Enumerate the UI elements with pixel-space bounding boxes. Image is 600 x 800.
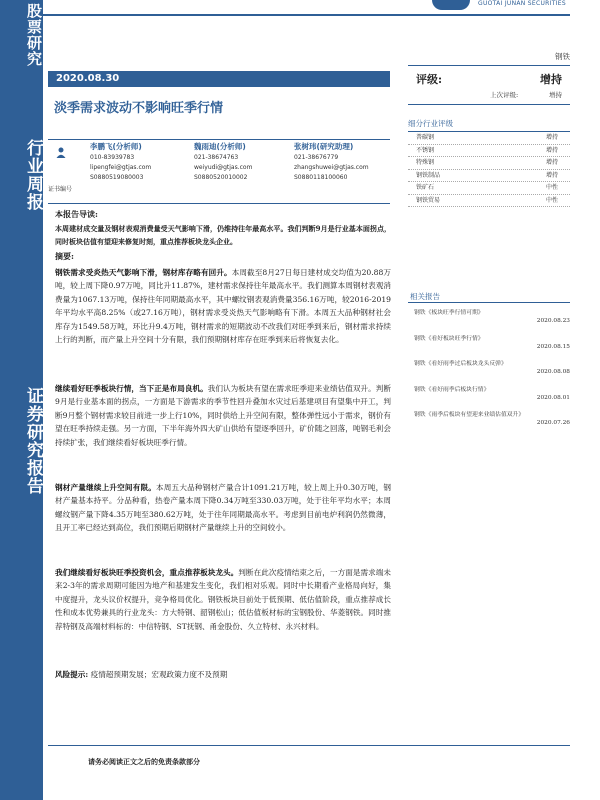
report-link[interactable]: 钢铁《板块旺季行情可期》 (414, 310, 484, 316)
sub-industry-name: 普碳钢 (416, 134, 435, 141)
analyst-phone: 021-38676779 (294, 154, 339, 161)
risk-text: 疫情超预期发展；宏观政策力度不及预期 (90, 670, 228, 679)
report-date: 2020.08.15 (536, 343, 570, 350)
sub-industry-title: 细分行业评级 (408, 119, 453, 128)
analyst-phone: 010-83939783 (90, 154, 135, 161)
list-item[interactable] (414, 305, 570, 331)
sub-industry-rating: 增持 (545, 146, 558, 154)
paragraph-text: 我们认为板块有望在需求旺季迎来业绩估值双升。判断9月是行业基本面的拐点，一方面是下游需求的季节性回升叠加水灾过后基建项目有望集中开工，判断9月整个钢材需求较目前进一步上行10%，同时供给上升空间有限，整体弹性远小于需求，钢价有望在旺季持续走强。另一方面，下半年海外四大矿山供给有望逐季回升，矿价随之回落，吨钢毛利会持续扩张，我们继续看好板块旺季行情。 (55, 384, 392, 447)
table-row (408, 132, 570, 145)
footer-divider (48, 745, 570, 746)
risk-label: 风险提示: (55, 670, 89, 679)
analysts-block (48, 141, 390, 201)
analyst-phone: 021-38674763 (194, 154, 239, 161)
list-item[interactable] (414, 407, 570, 433)
company-logo-icon (432, 0, 470, 10)
report-link[interactable]: 钢铁《看好雨季后板块行情》 (414, 386, 490, 393)
header-divider (43, 14, 570, 16)
sub-industry-name: 铁矿石 (416, 184, 435, 191)
sub-industry-rating: 增持 (545, 171, 558, 179)
risk-notice (55, 668, 391, 681)
abstract-paragraph (55, 566, 391, 633)
sidebar-top-text: 股票研究 (25, 3, 43, 67)
previous-rating-value: 增持 (549, 91, 562, 99)
report-link[interactable]: 钢铁《看好板块旺季行情》 (414, 335, 484, 342)
sidebar-bottom-text: 证券研究报告 (23, 387, 43, 495)
analyst-email[interactable]: lipengfei@gtjas.com (90, 164, 152, 171)
analyst-cert: S0880520010002 (194, 174, 248, 181)
rating-value: 增持 (540, 73, 562, 86)
list-item[interactable] (414, 331, 570, 357)
cert-label: 证书编号 (48, 186, 73, 193)
rating-label: 评级: (416, 73, 443, 86)
sub-industry-name: 特殊钢 (416, 159, 435, 166)
table-row (408, 182, 570, 195)
sub-industry-rating: 中性 (545, 196, 558, 204)
analyst-email[interactable]: weiyudi@gtjas.com (194, 164, 253, 171)
paragraph-lead: 我们继续看好板块旺季投资机会，重点推荐板块龙头。 (55, 568, 239, 577)
guide-text: 本周建材成交量及钢材表观消费量受天气影响下滑，仍维持往年最高水平。我们判断9月是行业基本面拐点，同时板块估值有望迎来修复时刻，重点推荐板块龙头企业。 (55, 224, 391, 246)
paragraph-text: 判断在此次疫情结束之后，一方面是需求端未来2-3年的需求周期可能因为地产和基建发生变化，我们相对乐观。同时中长期看产业格局向好，集中度提升，龙头议价权提升，竞争格局优化。钢铁板块目前处于低预期、低估值阶段，重点推荐成长性和成本优势兼具的行业龙头：方大特钢、韶钢松山；低估值板材标的宝钢股份、华菱钢铁。同时推荐特钢及高端材料标的：中信特钢、ST抚钢、甬金股份、久立特材、永兴材料。 (55, 568, 391, 631)
paragraph-lead: 继续看好旺季板块行情，当下正是布局良机。 (55, 384, 208, 393)
related-reports-list (414, 305, 570, 433)
abstract-paragraph (55, 382, 391, 449)
analysts-top-divider (48, 139, 390, 140)
table-row (408, 145, 570, 158)
report-link[interactable]: 钢铁《雨季后板块有望迎来业绩估值双升》 (414, 412, 525, 418)
report-date: 2020.07.26 (536, 420, 570, 426)
sub-industry-name: 钢铁制品 (416, 171, 441, 179)
sub-industry-name: 不锈钢 (416, 146, 435, 154)
analyst-name: 魏雨迪(分析师) (194, 142, 246, 151)
table-row (408, 170, 570, 183)
sub-industry-rating: 增持 (545, 159, 558, 166)
analyst-name: 李鹏飞(分析师) (90, 142, 142, 151)
report-date: 2020.08.23 (536, 318, 570, 324)
rating-panel (408, 65, 570, 105)
previous-rating-label: 上次评级: (490, 91, 519, 99)
report-date: 2020.08.01 (536, 394, 570, 401)
list-item[interactable] (414, 356, 570, 382)
analyst-name: 张树玮(研究助理) (294, 142, 354, 151)
abstract-paragraph (55, 481, 391, 535)
paragraph-text: 本周截至8月27日每日建材成交均值为20.88万吨，较上周下降0.97万吨，同比升11.87%，建材需求保持往年最高水平。我们测算本周钢材表观消费量为1067.13万吨，保持往年同期最高水平，其中螺纹钢表观消费量356.16万吨，较2016-2019年平均水平高8.25%（或27.16万吨），钢材需求受炎热天气影响略有下滑。本周五大品种钢材社会库存为1549.58万吨，环比升9.4万吨，钢材需求的短期波动不改我们对旺季到来后，钢材需求持续上行的判断，而产量上升空间十分有限，我们预期钢材库存在旺季到来后将恢复去化。 (55, 268, 392, 345)
sub-industry-rating: 增持 (545, 134, 558, 141)
sub-industry-name: 钢铁贸易 (416, 196, 441, 204)
analyst-card (90, 141, 198, 183)
industry-tag: 钢铁 (555, 52, 570, 61)
company-logo-text: GUOTAI JUNAN SECURITIES (478, 0, 566, 7)
report-date: 2020.08.08 (536, 369, 570, 375)
analyst-card (294, 141, 402, 183)
abstract-title: 摘要: (55, 251, 74, 261)
paragraph-text: 本周五大品种钢材产量合计1091.21万吨，较上周上升0.30万吨，钢材产量基本持平。分品种看，热卷产量本周下降0.34万吨至330.03万吨，处于往年平均水平；本周螺纹钢产量下降4.35万吨至380.62万吨，处于往年同期最高水平。考虑到目前电炉利润仍然微薄，且开工率已经达到高位，我们预期后期钢材产量继续上升的空间较小。 (55, 483, 391, 533)
analysts-bottom-divider (48, 203, 390, 204)
abstract-paragraph (55, 266, 391, 346)
sub-industry-table (408, 131, 570, 207)
table-row (408, 195, 570, 208)
sidebar-middle-text: 行业周报 (23, 139, 43, 211)
analyst-cert: S0880519080003 (90, 174, 144, 181)
analyst-card (194, 141, 302, 183)
disclaimer-footer: 请务必阅读正文之后的免责条款部分 (88, 757, 200, 766)
paragraph-lead: 钢铁需求受炎热天气影响下滑，钢材库存略有回升。 (55, 268, 232, 277)
report-date: 2020.08.30 (48, 71, 390, 87)
report-link[interactable]: 钢铁《看好雨季过后板块龙头反弹》 (414, 361, 507, 367)
sub-industry-rating: 中性 (545, 184, 558, 191)
related-reports-divider (408, 302, 570, 303)
list-item[interactable] (414, 382, 570, 408)
guide-title: 本报告导读: (55, 209, 98, 219)
paragraph-lead: 钢材产量继续上升空间有限。 (55, 483, 157, 492)
table-row (408, 157, 570, 170)
analyst-cert: S0880118100060 (294, 174, 348, 181)
analyst-email[interactable]: zhangshuwei@gtjas.com (294, 164, 369, 171)
related-reports-title: 相关报告 (410, 292, 440, 301)
report-title: 淡季需求波动不影响旺季行情 (54, 101, 224, 116)
